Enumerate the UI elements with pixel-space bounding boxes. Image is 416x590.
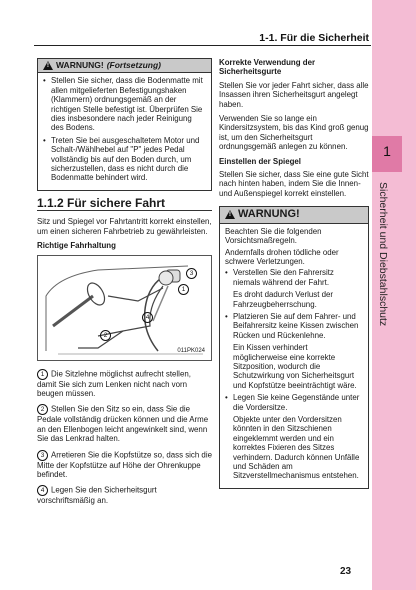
seatbelt-heading: Korrekte Verwendung der Sicherheitsgurte xyxy=(219,58,316,77)
step-number: 3 xyxy=(37,450,48,461)
header-rule xyxy=(34,45,371,46)
driving-posture-figure xyxy=(37,255,212,361)
step-text: Legen Sie den Sicherheitsgurt vorschriftsmäßig an. xyxy=(37,485,157,506)
posture-step xyxy=(37,369,212,399)
side-chapter-number: 1 xyxy=(383,143,391,159)
warning-title: WARNUNG! xyxy=(56,60,104,70)
step-text: Die Sitzlehne möglichst aufrecht stellen, damit Sie sich zum Lenken nicht nach vorn beugen müssen. xyxy=(37,369,191,398)
mirror-paragraph: Stellen Sie sicher, dass Sie eine gute Sicht nach hinten haben, indem Sie die Innen- und Außenspiegel korrekt einstellen. xyxy=(219,170,369,198)
page-number: 23 xyxy=(340,566,352,577)
warning-triangle-icon: ! xyxy=(225,210,235,219)
warning-item: • Treten Sie bei ausgeschaltetem Motor und Schalt-/Wählhebel auf "P" jedes Pedal vollständig bis auf den Boden durch, um sicherzustellen, dass es nicht durch die Bodenmatte behindert wird. xyxy=(43,136,206,183)
warning-box xyxy=(219,206,369,489)
warning-box-continued xyxy=(37,58,212,191)
warning-note: Objekte unter den Vordersitzen könnten in den Sitzschienen eingeklemmt werden und ein korrektes Fixieren des Sitzes verhindern. Dadurch können Unfälle und Schäden am Sitzverstellmechanismus entstehen. xyxy=(233,415,360,481)
warning-body xyxy=(220,224,368,488)
warning-item: • Legen Sie keine Gegenstände unter die Vordersitze. xyxy=(225,393,363,412)
warning-list xyxy=(225,268,363,481)
left-column xyxy=(37,58,212,512)
warning-item: • Platzieren Sie auf dem Fahrer- und Beifahrersitz keine Kissen zwischen Rücken und Rückenlehne. xyxy=(225,312,363,340)
side-chapter-label: Sicherheit und Diebstahlschutz xyxy=(377,182,389,327)
warning-item: • Stellen Sie sicher, dass die Bodenmatte mit allen mitgelieferten Befestigungshaken (Klammern) ordnungsgemäß an der richtigen Stelle befestigt ist. Überprüfen Sie dies insbesondere nach jeder Reinigung des Bodens. xyxy=(43,76,206,132)
posture-step xyxy=(37,404,212,443)
warning-item: • Verstellen Sie den Fahrersitz niemals während der Fahrt. xyxy=(225,268,363,287)
warning-note: Ein Kissen verhindert möglicherweise eine korrekte Sitzposition, wodurch die Schutzwirkung von Sicherheitsgurt und Kopfstütze beeinträchtigt wäre. xyxy=(233,343,357,390)
page-header xyxy=(34,30,371,46)
driving-posture-heading: Richtige Fahrhaltung xyxy=(37,241,116,251)
figure-label-3: 3 xyxy=(186,268,197,279)
warning-note: Es droht dadurch Verlust der Fahrzeugbeherrschung. xyxy=(233,290,334,309)
section-title: 1.1.2 Für sichere Fahrt xyxy=(37,199,212,211)
warning-list xyxy=(43,76,206,182)
posture-step xyxy=(37,450,212,480)
figure-code: 011PK024 xyxy=(177,348,205,355)
step-number: 1 xyxy=(37,369,48,380)
seatbelt-paragraph: Verwenden Sie so lange ein Kindersitzsystem, bis das Kind groß genug ist, um den Sicherheitsgurt ordnungsgemäß anlegen zu können. xyxy=(219,114,369,152)
warning-intro: Andernfalls drohen tödliche oder schwere Verletzungen. xyxy=(225,247,339,266)
warning-body xyxy=(38,73,211,189)
warning-title: WARNUNG! xyxy=(238,208,300,221)
figure-label-1: 1 xyxy=(178,284,189,295)
warning-header xyxy=(220,207,368,223)
step-number: 4 xyxy=(37,485,48,496)
figure-label-4: 4 xyxy=(142,312,153,323)
section-intro: Sitz und Spiegel vor Fahrtantritt korrekt einstellen, um einen sicheren Fahrbetrieb zu gewährleisten. xyxy=(37,217,212,236)
step-number: 2 xyxy=(37,404,48,415)
posture-step xyxy=(37,485,212,505)
step-text: Arretieren Sie die Kopfstütze so, dass sich die Mitte der Kopfstütze auf Höhe der Ohrenkuppe befindet. xyxy=(37,450,212,479)
warning-intro: Beachten Sie die folgenden Vorsichtsmaßregeln. xyxy=(225,226,322,246)
seatbelt-paragraph: Stellen Sie vor jeder Fahrt sicher, dass alle Insassen ihren Sicherheitsgurt angelegt haben. xyxy=(219,80,369,109)
right-column xyxy=(219,58,369,497)
header-title: 1-1. Für die Sicherheit xyxy=(259,32,369,44)
warning-continued-label: (Fortsetzung) xyxy=(106,60,161,70)
step-text: Stellen Sie den Sitz so ein, dass Sie die Pedale vollständig drücken können und die Arme an den Ellenbogen leicht angewinkelt sind, wenn Sie das Lenkrad halten. xyxy=(37,404,209,444)
warning-header xyxy=(38,59,211,73)
warning-triangle-icon: ! xyxy=(43,61,53,70)
driver-seat-illustration xyxy=(38,256,211,358)
mirror-heading: Einstellen der Spiegel xyxy=(219,156,302,166)
figure-label-2: 2 xyxy=(100,330,111,341)
